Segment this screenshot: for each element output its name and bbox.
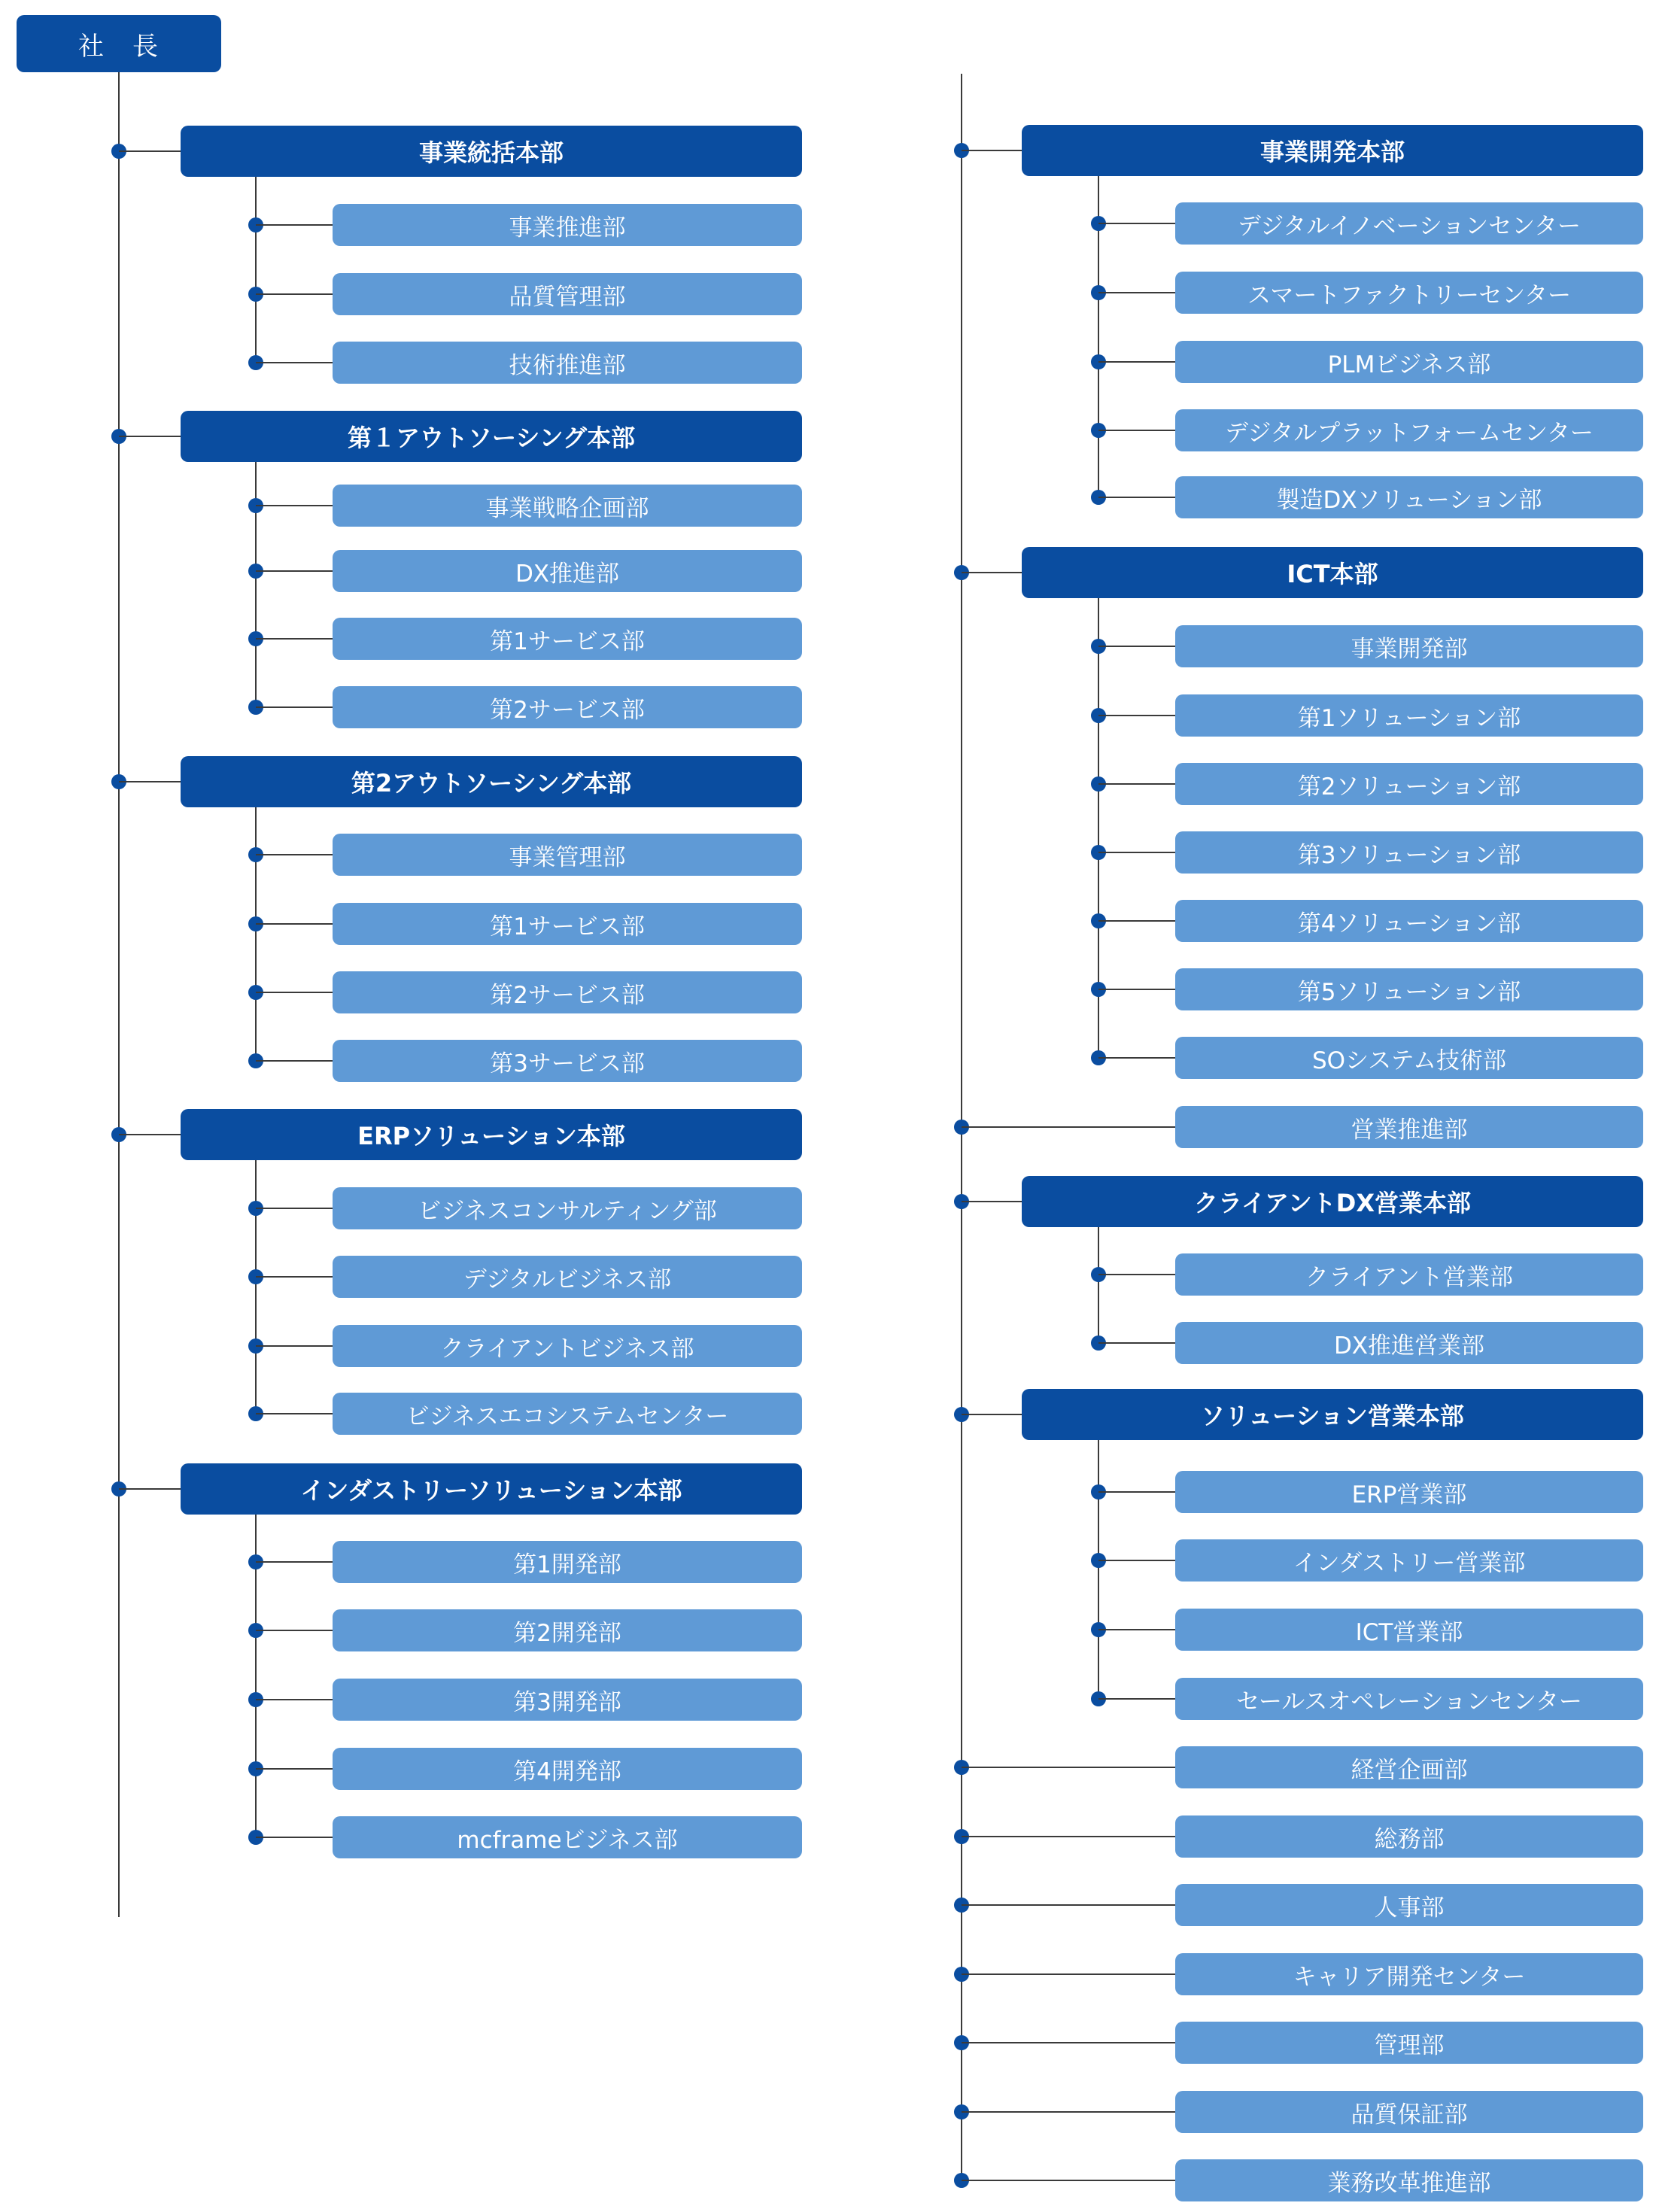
branch-line xyxy=(255,1160,257,1414)
branch-line xyxy=(1098,1227,1099,1343)
department-box: 製造DXソリューション部 xyxy=(1175,476,1643,518)
department-box: デジタルイノベーションセンター xyxy=(1175,202,1643,245)
connector-line xyxy=(119,1134,181,1135)
department-box: 第1開発部 xyxy=(333,1541,802,1583)
department-box: 事業管理部 xyxy=(333,834,802,876)
division-box: ERPソリューション本部 xyxy=(181,1109,802,1160)
connector-line xyxy=(1098,1629,1175,1630)
connector-line xyxy=(256,1561,333,1563)
connector-line xyxy=(119,150,181,152)
connector-line xyxy=(1098,1491,1175,1493)
department-box: mcframeビジネス部 xyxy=(333,1816,802,1858)
department-box: 第3ソリューション部 xyxy=(1175,831,1643,874)
connector-line xyxy=(256,706,333,708)
connector-line xyxy=(1098,852,1175,853)
department-box: 第2サービス部 xyxy=(333,971,802,1013)
connector-line xyxy=(962,1201,1022,1202)
department-box: 第2ソリューション部 xyxy=(1175,763,1643,805)
department-box: ビジネスエコシステムセンター xyxy=(333,1393,802,1435)
department-box: 第1ソリューション部 xyxy=(1175,694,1643,737)
connector-line xyxy=(256,1413,333,1414)
division-box: クライアントDX営業本部 xyxy=(1022,1176,1643,1227)
department-box: ERP営業部 xyxy=(1175,1471,1643,1513)
L-trunk-line xyxy=(118,72,120,1917)
department-box: 営業推進部 xyxy=(1175,1106,1643,1148)
connector-line xyxy=(119,436,181,437)
division-box: ICT本部 xyxy=(1022,547,1643,598)
department-box: 業務改革推進部 xyxy=(1175,2159,1643,2201)
connector-line xyxy=(962,2111,1175,2113)
connector-line xyxy=(256,1837,333,1838)
connector-line xyxy=(962,1126,1175,1128)
connector-line xyxy=(256,293,333,295)
connector-line xyxy=(1098,1274,1175,1275)
connector-line xyxy=(962,2180,1175,2181)
connector-line xyxy=(1098,920,1175,922)
connector-line xyxy=(119,781,181,782)
department-box: 人事部 xyxy=(1175,1884,1643,1926)
connector-line xyxy=(1098,1057,1175,1059)
connector-line xyxy=(962,2042,1175,2043)
connector-line xyxy=(962,150,1022,151)
branch-line xyxy=(255,807,257,1061)
department-box: 経営企画部 xyxy=(1175,1746,1643,1788)
division-box: ソリューション営業本部 xyxy=(1022,1389,1643,1440)
department-box: ICT営業部 xyxy=(1175,1609,1643,1651)
connector-line xyxy=(1098,715,1175,716)
department-box: 第3開発部 xyxy=(333,1679,802,1721)
connector-line xyxy=(1098,223,1175,224)
connector-line xyxy=(962,572,1022,573)
connector-line xyxy=(256,992,333,993)
department-box: キャリア開発センター xyxy=(1175,1953,1643,1995)
connector-line xyxy=(1098,497,1175,498)
department-box: 総務部 xyxy=(1175,1815,1643,1858)
division-box: 事業開発本部 xyxy=(1022,125,1643,176)
department-box: 第3サービス部 xyxy=(333,1040,802,1082)
connector-line xyxy=(962,1836,1175,1837)
connector-line xyxy=(1098,646,1175,647)
division-box: インダストリーソリューション本部 xyxy=(181,1463,802,1515)
connector-line xyxy=(1098,1698,1175,1700)
department-box: 第4ソリューション部 xyxy=(1175,900,1643,942)
connector-line xyxy=(962,1414,1022,1415)
department-box: インダストリー営業部 xyxy=(1175,1539,1643,1582)
department-box: 第1サービス部 xyxy=(333,903,802,945)
connector-line xyxy=(1098,1342,1175,1344)
department-box: SOシステム技術部 xyxy=(1175,1037,1643,1079)
department-box: 第2開発部 xyxy=(333,1609,802,1651)
branch-line xyxy=(255,177,257,363)
connector-line xyxy=(256,1276,333,1278)
connector-line xyxy=(119,1488,181,1490)
connector-line xyxy=(962,1904,1175,1906)
department-box: 事業戦略企画部 xyxy=(333,485,802,527)
division-box: 事業統括本部 xyxy=(181,126,802,177)
connector-line xyxy=(256,1060,333,1062)
connector-line xyxy=(1098,430,1175,431)
department-box: 管理部 xyxy=(1175,2022,1643,2064)
connector-line xyxy=(1098,292,1175,293)
connector-line xyxy=(256,1699,333,1700)
division-box: 第１アウトソーシング本部 xyxy=(181,411,802,462)
connector-line xyxy=(256,224,333,226)
department-box: ビジネスコンサルティング部 xyxy=(333,1187,802,1229)
department-box: セールスオペレーションセンター xyxy=(1175,1678,1643,1720)
department-box: 事業開発部 xyxy=(1175,625,1643,667)
department-box: 品質保証部 xyxy=(1175,2091,1643,2133)
connector-line xyxy=(1098,1560,1175,1561)
connector-line xyxy=(256,854,333,855)
connector-line xyxy=(1098,989,1175,990)
department-box: クライアントビジネス部 xyxy=(333,1325,802,1367)
department-box: 事業推進部 xyxy=(333,204,802,246)
connector-line xyxy=(256,1345,333,1347)
connector-line xyxy=(1098,783,1175,785)
connector-line xyxy=(256,923,333,925)
connector-line xyxy=(256,638,333,640)
department-box: DX推進部 xyxy=(333,550,802,592)
branch-line xyxy=(1098,1440,1099,1699)
connector-line xyxy=(256,505,333,506)
department-box: 技術推進部 xyxy=(333,342,802,384)
connector-line xyxy=(962,1767,1175,1768)
department-box: PLMビジネス部 xyxy=(1175,341,1643,383)
department-box: 第5ソリューション部 xyxy=(1175,968,1643,1010)
connector-line xyxy=(256,1208,333,1209)
connector-line xyxy=(962,1973,1175,1975)
department-box: 第2サービス部 xyxy=(333,686,802,728)
president-box: 社 長 xyxy=(17,15,221,72)
connector-line xyxy=(256,1630,333,1631)
connector-line xyxy=(1098,361,1175,363)
connector-line xyxy=(256,362,333,363)
department-box: DX推進営業部 xyxy=(1175,1322,1643,1364)
department-box: スマートファクトリーセンター xyxy=(1175,272,1643,314)
department-box: 品質管理部 xyxy=(333,273,802,315)
connector-line xyxy=(256,570,333,572)
department-box: 第4開発部 xyxy=(333,1748,802,1790)
department-box: デジタルプラットフォームセンター xyxy=(1175,409,1643,451)
department-box: 第1サービス部 xyxy=(333,618,802,660)
connector-line xyxy=(256,1768,333,1770)
department-box: クライアント営業部 xyxy=(1175,1253,1643,1296)
division-box: 第2アウトソーシング本部 xyxy=(181,756,802,807)
department-box: デジタルビジネス部 xyxy=(333,1256,802,1298)
